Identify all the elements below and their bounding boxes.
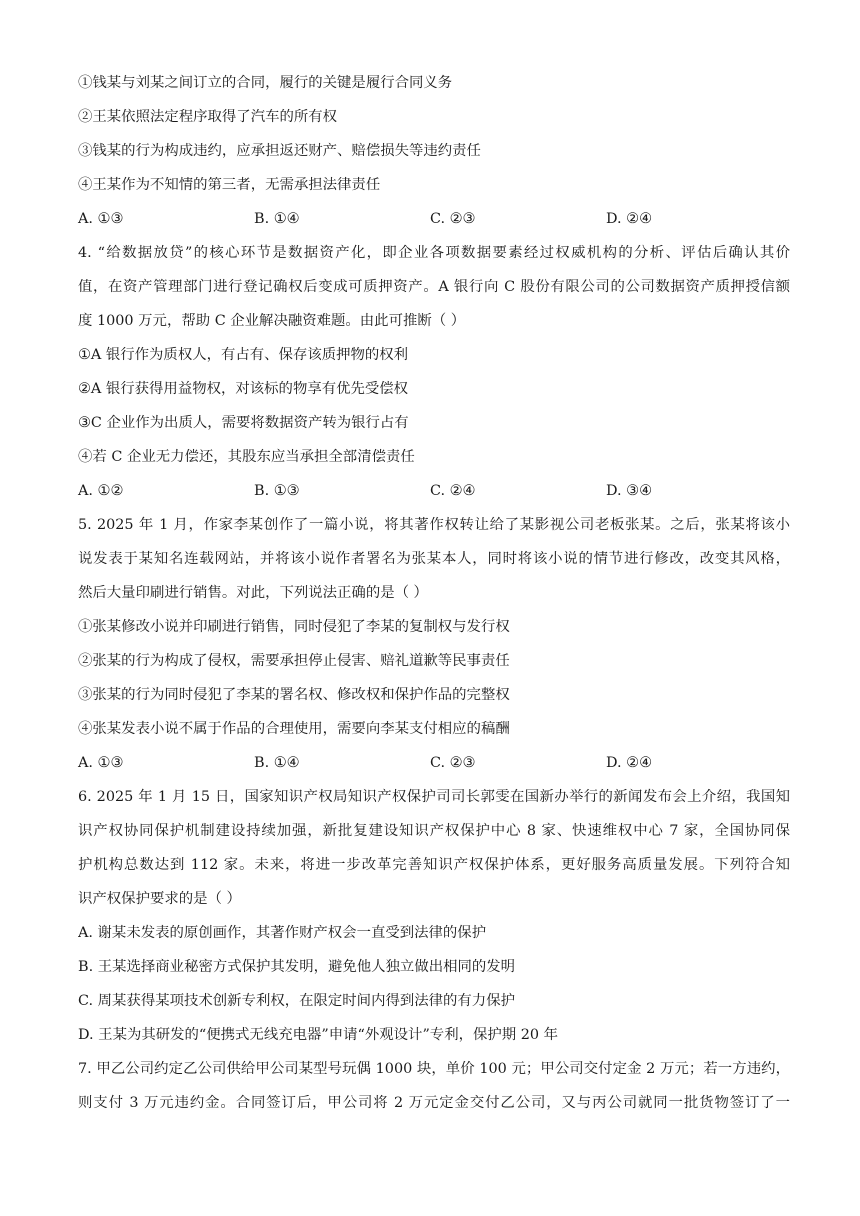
q5-statement-2: ②张某的行为构成了侵权，需要承担停止侵害、赔礼道歉等民事责任: [78, 653, 510, 669]
q6-choice-a: A. 谢某未发表的原创画作，其著作财产权会一直受到法律的保护: [78, 925, 487, 941]
q6-choice-b: B. 王某选择商业秘密方式保护其发明，避免他人独立做出相同的发明: [78, 959, 516, 975]
q5-option-d: D. ②④: [606, 755, 652, 771]
q4-statement-1: ①A 银行作为质权人，有占有、保存该质押物的权利: [78, 347, 409, 363]
q5-stem-line-3: 然后大量印刷进行销售。对此，下列说法正确的是（ ）: [78, 585, 428, 601]
q6-choice-d: D. 王某为其研发的“便携式无线充电器”申请“外观设计”专利，保护期 20 年: [78, 1027, 559, 1043]
q4-statement-2: ②A 银行获得用益物权，对该标的物享有优先受偿权: [78, 381, 409, 397]
q7-stem-line-2: 则支付 3 万元违约金。合同签订后，甲公司将 2 万元定金交付乙公司，又与丙公司就同一批货物签订了一: [78, 1095, 790, 1111]
q3-statement-4: ④王某作为不知情的第三者，无需承担法律责任: [78, 177, 381, 193]
q4-option-c: C. ②④: [430, 483, 476, 499]
q6-stem-line-4: 识产权保护要求的是（ ）: [78, 891, 241, 907]
q5-statement-3: ③张某的行为同时侵犯了李某的署名权、修改权和保护作品的完整权: [78, 687, 510, 703]
q4-stem-line-2: 值，在资产管理部门进行登记确权后变成可质押资产。A 银行向 C 股份有限公司的公司数据资产质押授信额: [78, 279, 790, 295]
q3-option-a: A. ①③: [78, 211, 124, 227]
q3-option-c: C. ②③: [430, 211, 476, 227]
q4-stem-line-1: 4. “给数据放贷”的核心环节是数据资产化，即企业各项数据要素经过权威机构的分析、评估后确认其价: [78, 245, 790, 261]
q4-option-a: A. ①②: [78, 483, 124, 499]
q3-statement-1: ①钱某与刘某之间订立的合同，履行的关键是履行合同义务: [78, 75, 453, 91]
q5-option-c: C. ②③: [430, 755, 476, 771]
q5-option-a: A. ①③: [78, 755, 124, 771]
q4-option-b: B. ①③: [254, 483, 300, 499]
q6-stem-line-2: 识产权协同保护机制建设持续加强，新批复建设知识产权保护中心 8 家、快速维权中心 7 家，全国协同保: [78, 823, 790, 839]
q3-statement-2: ②王某依照法定程序取得了汽车的所有权: [78, 109, 338, 125]
q3-option-b: B. ①④: [254, 211, 300, 227]
q4-statement-3: ③C 企业作为出质人，需要将数据资产转为银行占有: [78, 415, 409, 431]
q3-option-d: D. ②④: [606, 211, 652, 227]
q3-statement-3: ③钱某的行为构成违约，应承担返还财产、赔偿损失等违约责任: [78, 143, 481, 159]
q5-stem-line-1: 5. 2025 年 1 月，作家李某创作了一篇小说，将其著作权转让给了某影视公司老板张某。之后，张某将该小: [78, 517, 790, 533]
q7-stem-line-1: 7. 甲乙公司约定乙公司供给甲公司某型号玩偶 1000 块，单价 100 元；甲公司交付定金 2 万元；若一方违约，: [78, 1061, 790, 1077]
q6-stem-line-1: 6. 2025 年 1 月 15 日，国家知识产权局知识产权保护司司长郭雯在国新办举行的新闻发布会上介绍，我国知: [78, 789, 790, 805]
q5-option-b: B. ①④: [254, 755, 300, 771]
q4-option-d: D. ③④: [606, 483, 652, 499]
q5-statement-1: ①张某修改小说并印刷进行销售，同时侵犯了李某的复制权与发行权: [78, 619, 510, 635]
q6-choice-c: C. 周某获得某项技术创新专利权，在限定时间内得到法律的有力保护: [78, 993, 515, 1009]
q6-stem-line-3: 护机构总数达到 112 家。未来，将进一步改革完善知识产权保护体系，更好服务高质量发展。下列符合知: [78, 857, 790, 873]
q4-stem-line-3: 度 1000 万元，帮助 C 企业解决融资难题。由此可推断（ ）: [78, 313, 466, 329]
q5-stem-line-2: 说发表于某知名连载网站，并将该小说作者署名为张某本人，同时将该小说的情节进行修改，改变其风格，: [78, 551, 790, 567]
q4-statement-4: ④若 C 企业无力偿还，其股东应当承担全部清偿责任: [78, 449, 415, 465]
q5-statement-4: ④张某发表小说不属于作品的合理使用，需要向李某支付相应的稿酬: [78, 721, 510, 737]
